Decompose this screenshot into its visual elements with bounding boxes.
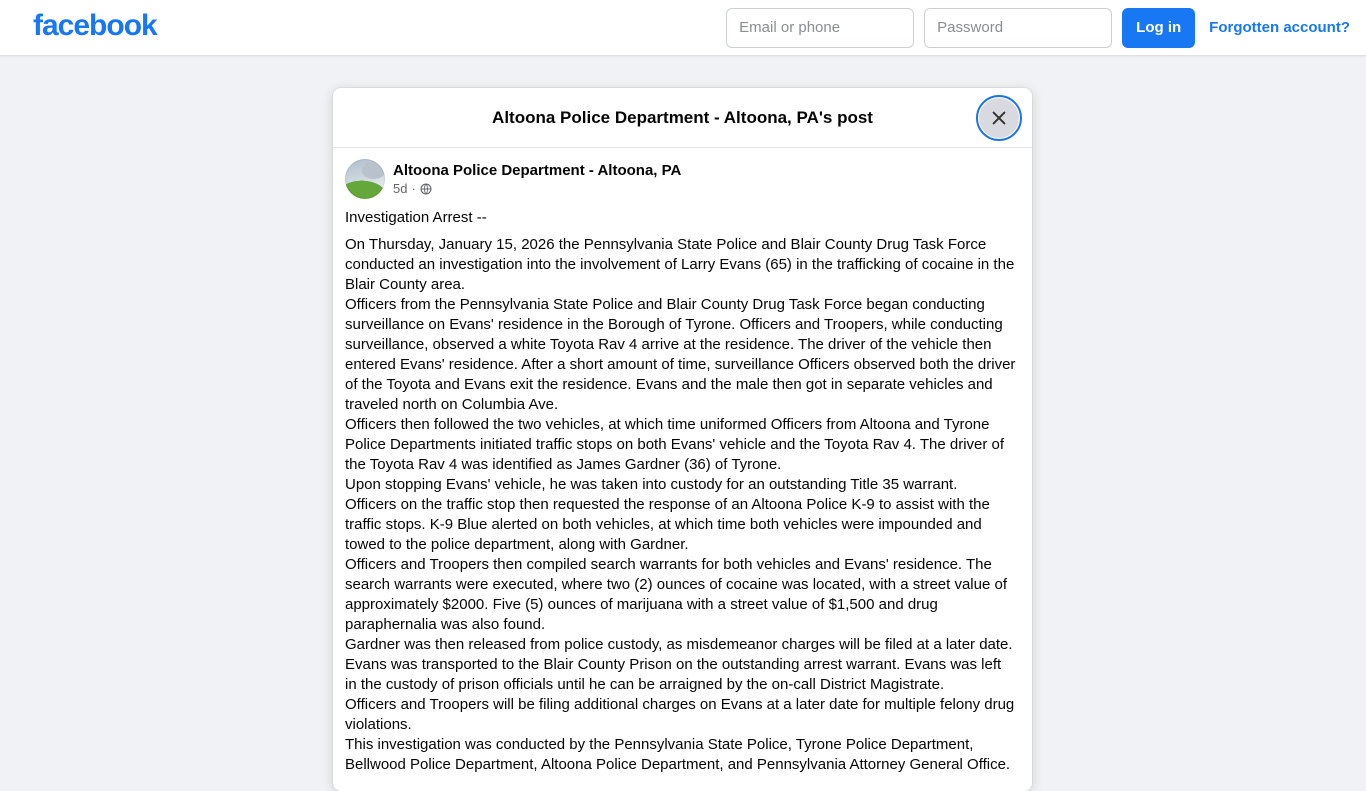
globe-icon bbox=[420, 183, 432, 195]
post-paragraph: Officers on the traffic stop then requested the response of an Altoona Police K-9 to assist with the traffic stops. K-9 Blue alerted on both vehicles, at which time both vehicles were impounded and towed to the police department, along with Gardner. bbox=[345, 496, 990, 553]
page-name-link[interactable]: Altoona Police Department - Altoona, PA bbox=[393, 162, 682, 179]
post-paragraph: Officers and Troopers will be filing additional charges on Evans at a later date for multiple felony drug violations. bbox=[345, 696, 1015, 733]
post-paragraph: Evans was transported to the Blair County Prison on the outstanding arrest warrant. Evans was left in the custody of prison officials until he can be arraigned by the on-call District Magistrate. bbox=[345, 656, 1002, 693]
close-icon bbox=[990, 109, 1008, 127]
post-timestamp[interactable]: 5d bbox=[393, 181, 408, 196]
post-header bbox=[345, 159, 1016, 199]
forgotten-account-link[interactable]: Forgotten account? bbox=[1209, 19, 1350, 36]
meta-separator: · bbox=[411, 181, 416, 196]
close-button[interactable] bbox=[979, 98, 1019, 138]
author-block bbox=[393, 161, 681, 197]
post-paragraph: This investigation was conducted by the Pennsylvania State Police, Tyrone Police Department, Bellwood Police Department, Altoona Police Department, and Pennsylvania Attorney General Office. bbox=[345, 736, 1011, 773]
post-paragraph: Officers and Troopers then compiled search warrants for both vehicles and Evans' residence. The search warrants were executed, where two (2) ounces of cocaine was located, with a street value of approximately $2000. Five (5) ounces of marijuana with a street value of $1,500 and drug paraphernalia was also found. bbox=[345, 556, 1007, 633]
post-paragraph: Upon stopping Evans' vehicle, he was taken into custody for an outstanding Title 35 warrant. bbox=[345, 476, 958, 493]
facebook-header bbox=[0, 0, 1366, 56]
post-paragraph: Gardner was then released from police custody, as misdemeanor charges will be filed at a later date. bbox=[345, 636, 1013, 653]
email-field[interactable] bbox=[726, 8, 914, 48]
page-avatar[interactable] bbox=[345, 159, 385, 199]
post-paragraph: On Thursday, January 15, 2026 the Pennsylvania State Police and Blair County Drug Task Force conducted an investigation into the involvement of Larry Evans (65) in the trafficking of cocaine in the Blair County area. bbox=[345, 236, 1015, 293]
post-meta[interactable] bbox=[393, 180, 681, 197]
post-body bbox=[345, 208, 1016, 775]
modal-titlebar bbox=[333, 88, 1032, 148]
post-modal bbox=[333, 88, 1032, 791]
post-paragraph: Officers from the Pennsylvania State Police and Blair County Drug Task Force began conducting surveillance on Evans' residence in the Borough of Tyrone. Officers and Troopers, while conducting surveillance, observed a white Toyota Rav 4 arrive at the residence. The driver of the vehicle then entered Evans' residence. After a short amount of time, surveillance Officers observed both the driver of the Toyota and Evans exit the residence. Evans and the male then got in separate vehicles and traveled north on Columbia Ave. bbox=[345, 296, 1016, 413]
login-button[interactable]: Log in bbox=[1122, 8, 1195, 48]
facebook-logo[interactable]: facebook bbox=[33, 8, 157, 42]
modal-title: Altoona Police Department - Altoona, PA's post bbox=[492, 107, 873, 127]
post-paragraph: Investigation Arrest -- bbox=[345, 209, 487, 226]
post-paragraph: Officers then followed the two vehicles, at which time uniformed Officers from Altoona and Tyrone Police Departments initiated traffic stops on both Evans' vehicle and the Toyota Rav 4. The driver of the Toyota Rav 4 was identified as James Gardner (36) of Tyrone. bbox=[345, 416, 1005, 473]
post-content bbox=[333, 148, 1032, 791]
login-form bbox=[726, 8, 1350, 48]
password-field[interactable] bbox=[924, 8, 1112, 48]
